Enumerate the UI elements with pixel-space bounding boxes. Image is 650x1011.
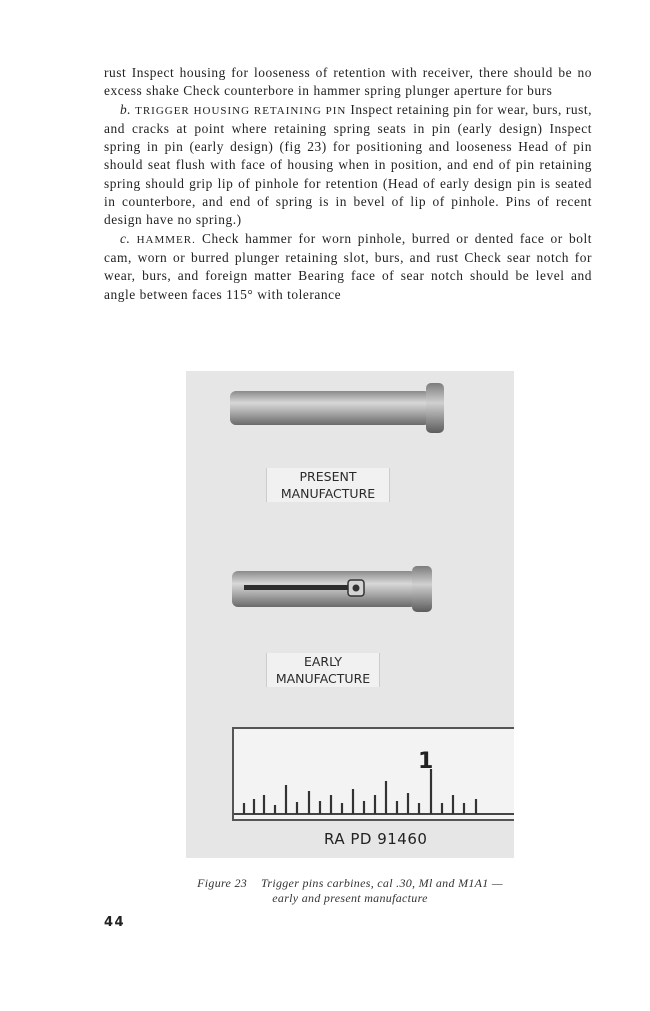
- label-early-manufacture: EARLY MANUFACTURE: [266, 653, 380, 687]
- paragraph-label-c: c.: [120, 230, 131, 246]
- heading-trigger-housing-retaining-pin: TRIGGER HOUSING RETAINING PIN: [135, 104, 347, 117]
- paragraph-text-c: Check hammer for worn pinhole, burred or dented face or bolt cam, worn or burred plunger retaining slot, burs, and rust Check sear notch for wear, burs, and foreign matter Bearing face of sear notch should be level and angle between faces 115° with tolerance: [104, 230, 592, 302]
- paragraph-label-b: b.: [120, 101, 132, 117]
- scale-ruler: [232, 727, 514, 821]
- paragraph-hammer: [104, 230, 592, 304]
- label-present-manufacture: PRESENT MANUFACTURE: [266, 468, 390, 502]
- figure-caption: [140, 876, 560, 906]
- paragraph-trigger-housing-retaining-pin: [104, 101, 592, 230]
- figure-number: Figure 23: [197, 876, 248, 890]
- caption-line-1: [140, 876, 560, 891]
- paragraph-text-b: Inspect retaining pin for wear, burs, rust, and cracks at point where retaining spring seats in pin (early design) Inspect spring in pin (early design) (fig 23) for positioning and looseness Head of pin should seat flush with face of housing when in position, and end of pin retaining spring should grip lip of pinhole for retention (Head of early design pin is seated in counterbore, and end of spring is in bevel of lip of pinhole. Pins of recent design have no spring.): [104, 101, 592, 228]
- caption-line-2: early and present manufacture: [272, 891, 428, 905]
- figure-code: RA PD 91460: [324, 830, 428, 848]
- caption-text-1: Trigger pins carbines, cal .30, Ml and M1A1 —: [261, 876, 503, 890]
- body-text: [104, 64, 592, 304]
- heading-hammer: HAMMER.: [136, 233, 196, 246]
- paragraph-continuation: rust Inspect housing for looseness of retention with receiver, there should be no excess shake Check counterbore in hammer spring plunger aperture for burs: [104, 65, 592, 99]
- figure-photo: [186, 371, 514, 858]
- ruler-mark-one: 1: [418, 749, 434, 774]
- page-number: 44: [104, 915, 126, 930]
- present-pin-image: [228, 377, 454, 439]
- early-pin-image: [230, 563, 436, 615]
